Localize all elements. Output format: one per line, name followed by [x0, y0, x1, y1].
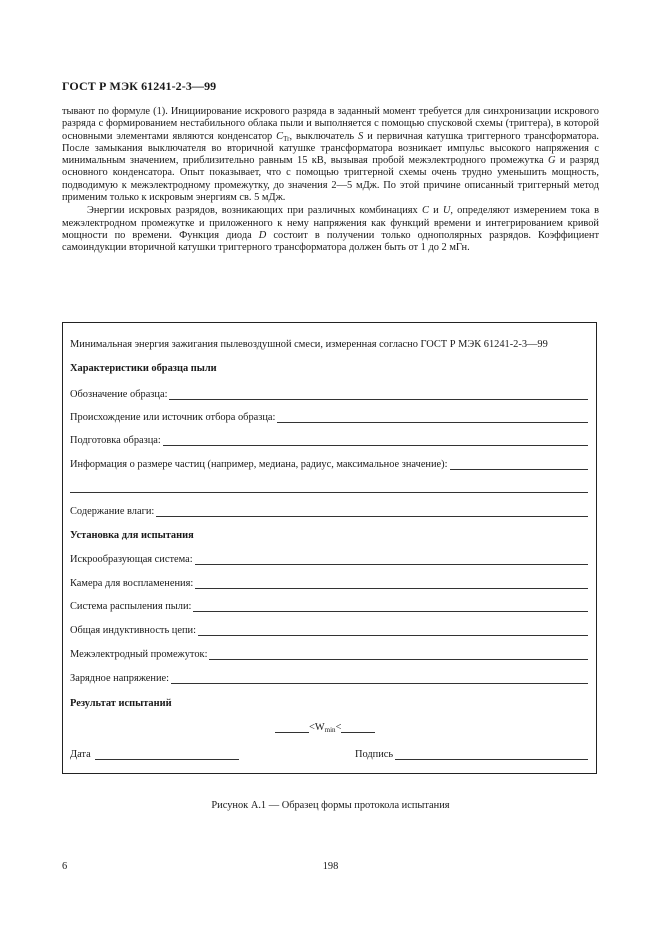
designation-field[interactable]: [70, 386, 588, 400]
test-report-form: [62, 322, 597, 774]
p2-text-e: состоит в получении только однополярных разрядов. Коэффициент самоиндукции вторичной катушки триггерного трансформатора должен быть от 1 до 2 мГн.: [62, 229, 599, 254]
wmin-lower-line[interactable]: [275, 721, 309, 733]
page-number-center: 198: [322, 861, 339, 872]
section-test-result: Результат испытаний: [70, 698, 172, 709]
wmin-upper-line[interactable]: [341, 721, 375, 733]
ignition-chamber-field[interactable]: [70, 575, 588, 589]
particle-size-label: Информация о размере частиц (например, медиана, радиус, максимальное значение):: [70, 459, 448, 470]
wmin-symbol: $<W_{min}<$: [309, 722, 342, 734]
origin-label: Происхождение или источник отбора образца:: [70, 412, 276, 423]
p1-text-d: и разряд основного конденсатора. Опыт показывает, что с помощью триггерной схемы очень трудно уменьшить мощность, подводимую к межэлектродному промежутку, до значения 2—5 мДж. По этой причине описанный триггерный метод применим только к искровым энергиям св. 5 мДж.: [62, 155, 599, 204]
ignition-chamber-line[interactable]: [195, 577, 588, 589]
spark-system-label: Искрообразующая система:: [70, 554, 193, 565]
p2-symbol-d: D: [258, 229, 267, 241]
p2-text-b: и: [428, 205, 443, 217]
p1-symbol-g: G: [548, 155, 556, 167]
date-field[interactable]: [70, 746, 239, 760]
origin-field[interactable]: [70, 409, 588, 423]
p1-symbol-c-sub: Tr: [283, 134, 290, 143]
particle-size-extra-line[interactable]: [70, 492, 588, 493]
preparation-line[interactable]: [163, 434, 588, 446]
signature-line[interactable]: [395, 748, 588, 760]
moisture-line[interactable]: [156, 505, 588, 517]
dispersion-system-line[interactable]: [193, 600, 588, 612]
inductance-field[interactable]: [70, 622, 588, 636]
signature-label: Подпись: [355, 749, 394, 760]
section-test-setup: Установка для испытания: [70, 530, 194, 541]
p1-symbol-s: S: [358, 130, 364, 142]
p1-text-a: тывают по формуле (1). Инициирование искрового разряда в заданный момент требуется для синхронизации искрового разряда с формированием нестабильного облака пыли и выполняется с помощью спусковой схемы (триггера), в которой основными элементами являются конденсатор: [62, 106, 599, 142]
charging-voltage-line[interactable]: [171, 672, 588, 684]
charging-voltage-label: Зарядное напряжение:: [70, 673, 170, 684]
charging-voltage-field[interactable]: [70, 670, 588, 684]
p2-symbol-c: C: [421, 205, 429, 217]
paragraph-2: [62, 205, 599, 254]
signature-field[interactable]: [355, 746, 588, 760]
document-header: ГОСТ Р МЭК 61241-2-3—99: [62, 79, 217, 93]
inductance-line[interactable]: [198, 624, 588, 636]
electrode-gap-label: Межэлектродный промежуток:: [70, 649, 208, 660]
paragraph-1: [62, 106, 599, 204]
page-number-left: 6: [62, 861, 68, 872]
origin-line[interactable]: [277, 411, 588, 423]
dispersion-system-field[interactable]: [70, 598, 588, 612]
inductance-label: Общая индуктивность цепи:: [70, 625, 196, 636]
moisture-label: Содержание влаги:: [70, 506, 155, 517]
date-label: Дата: [70, 749, 91, 760]
body-text: [62, 106, 599, 255]
designation-line[interactable]: [169, 388, 588, 400]
p2-text-a: Энергии искровых разрядов, возникающих при различных комбинациях: [87, 205, 422, 217]
preparation-field[interactable]: [70, 432, 588, 446]
section-dust-characteristics: Характеристики образца пыли: [70, 363, 217, 374]
particle-size-line[interactable]: [450, 458, 588, 470]
form-title: Минимальная энергия зажигания пылевоздушной смеси, измеренная согласно ГОСТ Р МЭК 61241-2-3—99: [70, 339, 548, 350]
preparation-label: Подготовка образца:: [70, 435, 161, 446]
ignition-chamber-label: Камера для воспламенения:: [70, 578, 194, 589]
p1-text-c: и первичная катушка триггерного трансформатора. После замыкания выключателя во вторичной катушке трансформатора возникает импульс высокого напряжения с минимальным значением, приблизительно равным 15 кВ, вызывая пробой межэлектродного промежутка: [62, 130, 599, 167]
p2-symbol-u: U: [442, 205, 451, 217]
particle-size-field[interactable]: [70, 456, 588, 470]
p2-text-d: , определяют измерением тока в межэлектродном промежутке и приложенного к нему напряжения как функций времени и интегрированием кривой мощности по времени. Функция диода: [62, 205, 599, 241]
spark-system-line[interactable]: [195, 553, 588, 565]
p1-text-b: , выключатель: [289, 130, 359, 142]
date-line[interactable]: [95, 748, 239, 760]
p1-symbol-c: C: [276, 130, 284, 142]
moisture-field[interactable]: [70, 503, 588, 517]
figure-caption: Рисунок А.1 — Образец формы протокола испытания: [211, 800, 450, 811]
designation-label: Обозначение образца:: [70, 389, 168, 400]
spark-system-field[interactable]: [70, 551, 588, 565]
electrode-gap-line[interactable]: [209, 648, 588, 660]
dispersion-system-label: Система распыления пыли:: [70, 601, 192, 612]
wmin-result-field[interactable]: [275, 721, 375, 733]
electrode-gap-field[interactable]: [70, 646, 588, 660]
